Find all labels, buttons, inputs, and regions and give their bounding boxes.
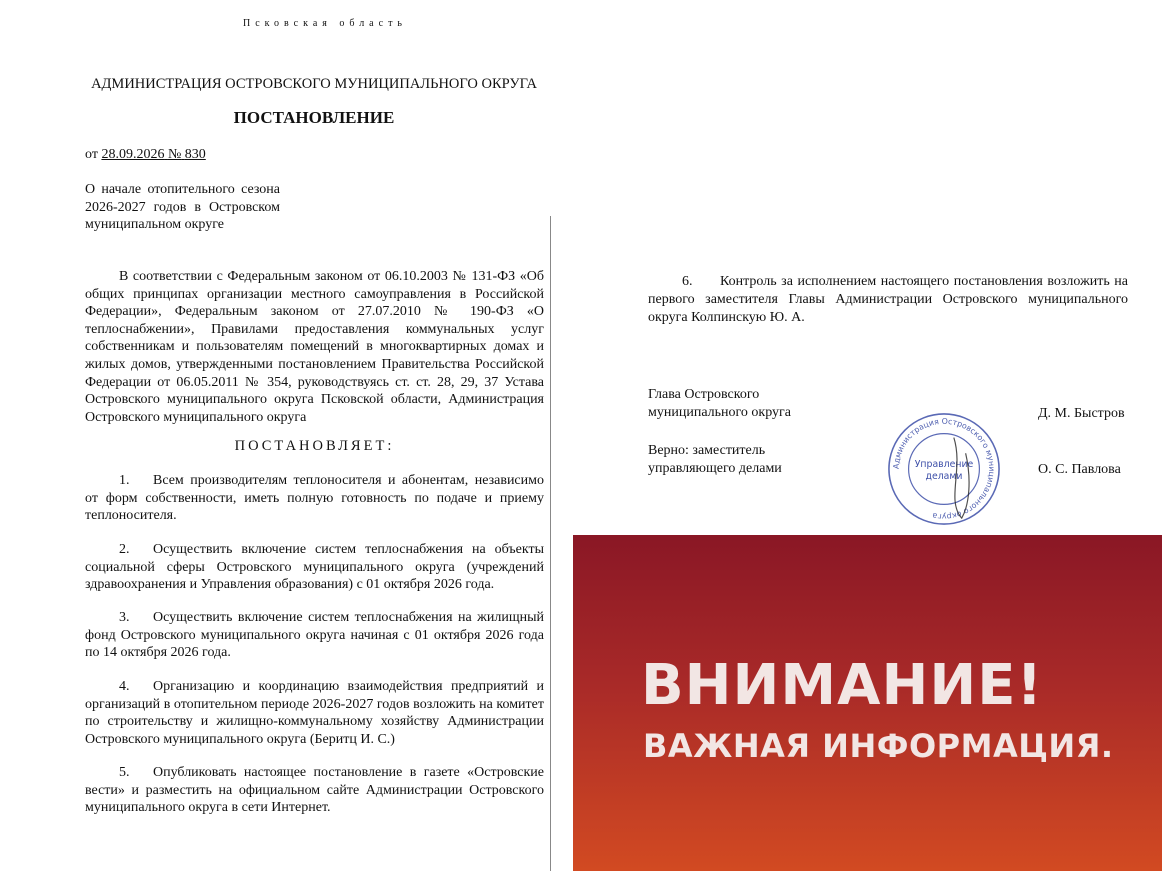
decree-item-4 <box>85 678 544 748</box>
item-text: Осуществить включение систем теплоснабжения на объекты социальной сферы Островского муниципального округа (учреждений здравоохранения и Управления образования) с 01 октября 2026 года. <box>85 542 544 593</box>
document-date: 28.09.2026 <box>101 147 165 162</box>
stamp-ring-text: Администрация Островского муниципального округа <box>891 416 997 522</box>
item-number: 6. <box>682 274 693 289</box>
item-number: 5. <box>119 765 130 780</box>
head-signature-title <box>648 386 791 422</box>
decree-item-6 <box>648 273 1128 327</box>
document-number: 830 <box>184 147 206 162</box>
document-subject: О начале отопительного сезона 2026-2027 годов в Островском муниципальном округе <box>85 182 280 232</box>
decree-word: ПОСТАНОВЛЯЕТ: <box>234 438 395 454</box>
authority-title: АДМИНИСТРАЦИЯ ОСТРОВСКОГО МУНИЦИПАЛЬНОГО ОКРУГА <box>91 76 537 92</box>
stamp-center-line-1: Управление <box>914 459 974 471</box>
stamp-center-line-2: делами <box>925 470 963 482</box>
banner-title: ВНИМАНИЕ! <box>641 653 1044 718</box>
decree-item-5 <box>85 764 544 817</box>
head-signature-name: Д. М. Быстров <box>1038 406 1125 421</box>
date-number-line <box>85 147 206 163</box>
document-type: ПОСТАНОВЛЕНИЕ <box>233 108 395 127</box>
number-prefix: № <box>167 147 182 162</box>
verify-title-line-2: управляющего делами <box>648 461 782 476</box>
item-text: Опубликовать настоящее постановление в газете «Островские вести» и разместить на официальном сайте Администрации Островского муниципального округа в сети Интернет. <box>85 765 544 816</box>
region-line: Псковская область <box>243 18 407 29</box>
item-number: 1. <box>119 473 130 488</box>
verify-signature-name: О. С. Павлова <box>1038 462 1121 477</box>
item-number: 3. <box>119 610 130 625</box>
head-title-line-2: муниципального округа <box>648 405 791 420</box>
item-text: Контроль за исполнением настоящего постановления возложить на первого заместителя Главы Администрации Островского муниципального округа Колпинскую Ю. А. <box>648 274 1128 325</box>
item-number: 2. <box>119 542 130 557</box>
decree-item-3 <box>85 609 544 662</box>
page-divider <box>550 216 551 871</box>
item-number: 4. <box>119 679 130 694</box>
banner-subtitle: ВАЖНАЯ ИНФОРМАЦИЯ. <box>643 727 1114 765</box>
decree-item-2 <box>85 541 544 594</box>
item-text: Осуществить включение систем теплоснабжения на жилищный фонд Островского муниципального округа начиная с 01 октября 2026 года по 14 октября 2026 года. <box>85 610 544 661</box>
decree-item-1 <box>85 472 544 525</box>
date-prefix: от <box>85 147 98 162</box>
item-text: Всем производителям теплоносителя и абонентам, независимо от форм собственности, иметь полную готовность по подаче и приему теплоносителя. <box>85 473 544 524</box>
preamble: В соответствии с Федеральным законом от 06.10.2003 № 131-ФЗ «Об общих принципах организации местного самоуправления в Российской Федерации», Федеральным законом от 27.07.2010 № 190-ФЗ «О теплоснабжении», Правилами предоставления коммунальных услуг собственникам и пользователям помещений в многоквартирных домах и жилых домов, утвержденными постановлением Правительства Российской Федерации от 06.05.2011 № 354, руководствуясь ст. ст. 28, 29, 37 Устава Островского муниципального округа Псковской области, Администрация Островского муниципального округа <box>85 269 544 425</box>
official-stamp <box>885 410 1003 528</box>
head-title-line-1: Глава Островского <box>648 387 760 402</box>
attention-banner <box>573 535 1162 871</box>
verify-signature-title <box>648 442 782 478</box>
verify-title-line-1: Верно: заместитель <box>648 443 766 458</box>
item-text: Организацию и координацию взаимодействия предприятий и организаций в отопительном периоде 2026-2027 годов возложить на комитет по строительству и жилищно-коммунальному хозяйству Администрации Островского муниципального округа (Беритц И. С.) <box>85 679 544 747</box>
